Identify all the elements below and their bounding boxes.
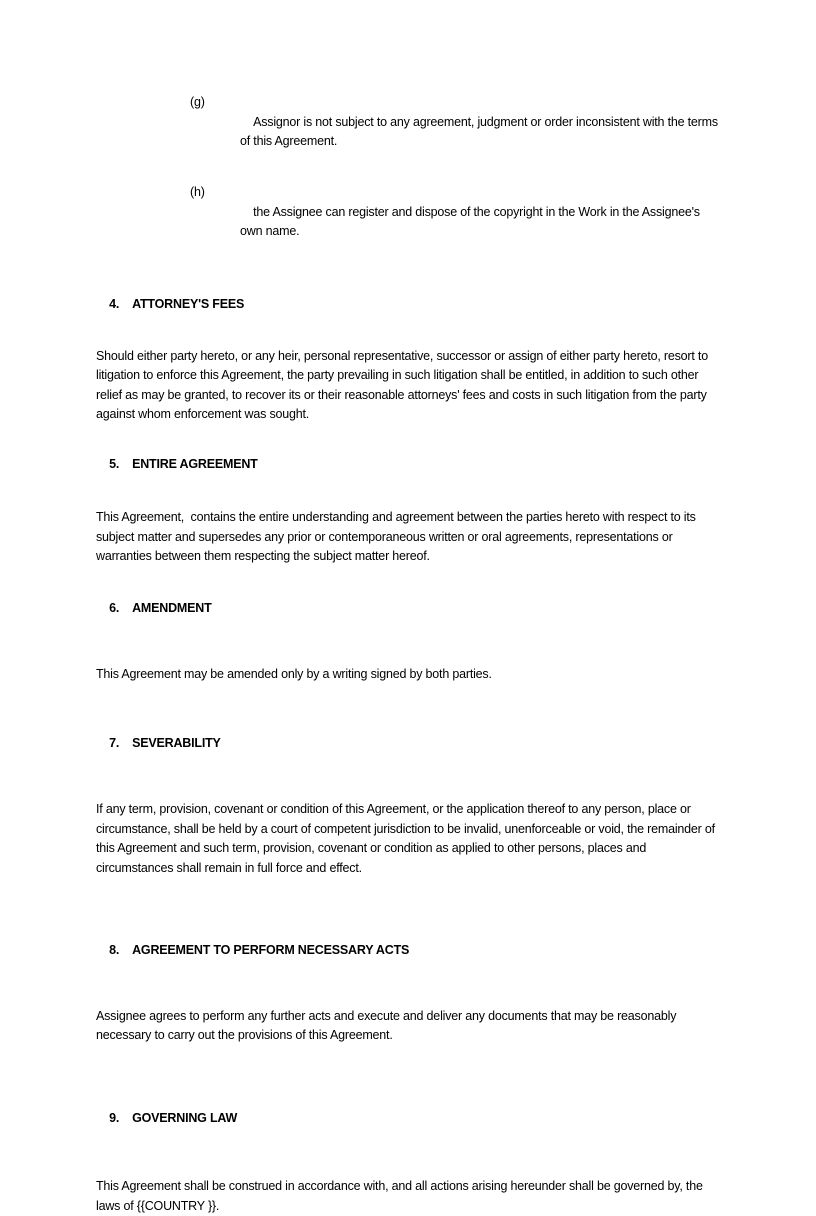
- section-heading-necessary-acts: [96, 921, 720, 980]
- section-heading-governing-law: [96, 1090, 720, 1149]
- clause-text: Assignor is not subject to any agreement, judgment or order inconsistent with the terms of this Agreement.: [240, 114, 722, 148]
- clause-text: the Assignee can register and dispose of the copyright in the Work in the Assignee's own name.: [240, 204, 704, 238]
- section-number: 4.: [109, 296, 120, 311]
- section-number: 6.: [109, 601, 120, 615]
- section-title: ATTORNEY'S FEES: [132, 296, 245, 311]
- section-paragraph: This Agreement shall be construed in accordance with, and all actions arising hereunder shall be governed by, the laws of {{COUNTRY }}.: [96, 1179, 706, 1213]
- section-heading-attorneys-fees: [96, 275, 720, 334]
- section-paragraph: Assignee agrees to perform any further acts and execute and deliver any documents that may be reasonably necessary to carry out the provisions of this Agreement.: [96, 1008, 680, 1042]
- section-paragraph: Should either party hereto, or any heir, personal representative, successor or assign of either party hereto, resort to litigation to enforce this Agreement, the party prevailing in such litigation shall be entitled, in addition to such other relief as may be granted, to recover its or their reasonable attorneys' fees and costs in such litigation from the party against whom enforcement was sought.: [96, 348, 712, 421]
- section-heading-amendment: [96, 580, 720, 639]
- section-title: AMENDMENT: [132, 601, 212, 615]
- section-paragraph: This Agreement, contains the entire understanding and agreement between the parties hereto with respect to its subject matter and supersedes any prior or contemporaneous written or oral agreements, representations or warranties between them respecting the subject matter hereof.: [96, 510, 699, 563]
- section-title: ENTIRE AGREEMENT: [132, 457, 258, 471]
- section-heading-entire-agreement: [96, 436, 720, 495]
- section-number: 8.: [109, 942, 120, 957]
- section-heading-severability: [96, 715, 720, 774]
- section-paragraph: This Agreement may be amended only by a writing signed by both parties.: [96, 667, 492, 681]
- clause-marker: (g): [190, 95, 205, 109]
- clause-item-g: [96, 93, 720, 171]
- section-paragraph: If any term, provision, covenant or condition of this Agreement, or the application thereof to any person, place or circumstance, shall be held by a court of competent jurisdiction to be invalid, unenforceable or void, the remainder of this Agreement and such term, provision, covenant or condition as applied to other persons, places and circumstances shall remain in full force and effect.: [96, 802, 719, 875]
- clause-marker: (h): [190, 185, 205, 199]
- clause-item-h: [96, 183, 720, 261]
- section-title: AGREEMENT TO PERFORM NECESSARY ACTS: [132, 942, 410, 957]
- section-number: 5.: [109, 457, 120, 471]
- section-title: GOVERNING LAW: [132, 1111, 238, 1125]
- section-number: 7.: [109, 736, 120, 750]
- section-number: 9.: [109, 1111, 120, 1125]
- section-title: SEVERABILITY: [132, 736, 221, 750]
